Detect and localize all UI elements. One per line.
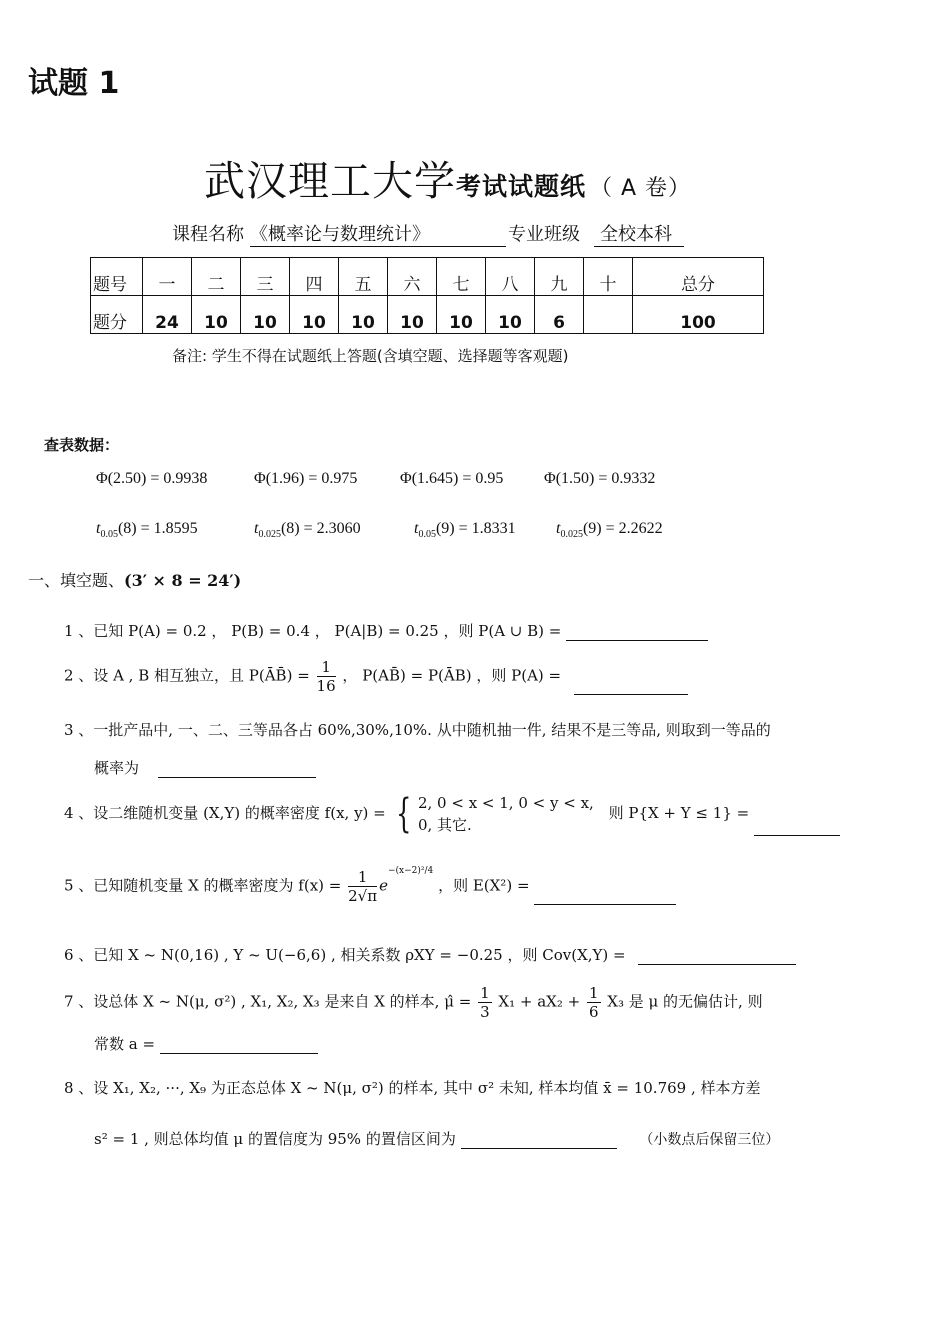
question-8-note: （小数点后保留三位） [639,1132,780,1148]
question-8-line-2-text: s² = 1 , 则总体均值 μ 的置信度为 95% 的置信区间为 [94,1130,456,1148]
exam-label: 试题 1 [28,66,120,101]
score-cell [584,296,633,334]
score-table-score-row [91,296,764,334]
fraction [348,868,377,905]
col-header: 九 [535,258,584,296]
question-7-mid: X₁ + aX₂ + [498,992,581,1011]
course-name-value [250,220,506,247]
score-cell: 10 [486,296,535,334]
question-2-prefix: 2 、设 A , B 相互独立，且 P(ĀB̄) = [64,666,310,685]
lookup-heading: 查表数据： [44,436,120,454]
question-7-suffix: X₃ 是 μ 的无偏估计, 则 [607,992,763,1011]
brace-symbol: { [395,791,411,837]
col-header: 六 [388,258,437,296]
question-6 [64,944,796,965]
question-1-text: 1 、已知 P(A) = 0.2 ， P(B) = 0.4 ， P(A|B) = 0.25 ，则 P(A ∪ B) = [64,622,562,640]
exponent: −(x−2)²/4 [388,865,434,876]
answer-blank [574,680,688,695]
score-cell: 10 [437,296,486,334]
denominator: 6 [588,1003,599,1021]
case-2: 0, 其它. [417,816,472,834]
score-cell: 10 [192,296,241,334]
fraction [587,984,601,1021]
col-header: 八 [486,258,535,296]
section-title [28,568,241,591]
numerator: 1 [588,984,599,1002]
score-cell-total: 100 [633,296,764,334]
score-cell: 6 [535,296,584,334]
score-cell: 24 [143,296,192,334]
t-value: $t_{0.025}(8) = 2.3060$ [254,520,361,541]
question-1 [64,620,708,641]
fraction [478,984,492,1021]
score-cell: 10 [290,296,339,334]
score-cell: 10 [241,296,290,334]
answer-blank [638,950,796,965]
numerator: 1 [480,984,490,1002]
question-4 [64,792,840,836]
score-table [90,257,764,334]
question-3-line-1: 3 、一批产品中, 一、二、三等品各占 60%,30%,10%. 从中随机抽一件, 结果不是三等品, 则取到一等品的 [64,721,771,739]
section-points: (3′ × 8 = 24′) [124,571,242,590]
question-5: 5 、已知随机变量 X 的概率密度为 f(x) = $\frac{1}{2√\pi}$ $e^{-(x-2)^2/4}$ ，则 E(X²) = [64,868,676,905]
denominator: 16 [316,677,336,695]
question-2 [64,658,688,695]
numerator: 1 [348,868,377,887]
col-header: 十 [584,258,633,296]
score-cell: 10 [339,296,388,334]
question-8-line-1: 8 、设 X₁, X₂, ···, X₉ 为正态总体 X ~ N(μ, σ²) 的样本, 其中 σ² 未知, 样本均值 x̄ = 10.769 , 样本方差 [64,1079,761,1097]
row-label-score: 题分 [91,296,143,334]
score-table-header-row [91,258,764,296]
t-sub: 0.025 [258,529,281,541]
phi-value: Φ(1.645) = 0.95 [400,470,504,487]
t-value: $t_{0.05}(8) = 1.8595$ [96,520,198,541]
section-title-text: 一、填空题、 [28,571,125,590]
t-rest: (8) = 2.3060 [280,520,361,537]
question-3-line-2-text: 概率为 [94,759,140,777]
t-value: $t_{0.025}(9) = 2.2622$ [556,520,663,541]
question-4-suffix: 则 P{X + Y ≤ 1} = [608,804,750,822]
denominator: 2√π [348,887,378,905]
col-header: 二 [192,258,241,296]
question-5-suffix: ，则 E(X²) = [438,876,530,895]
question-8-line-2 [94,1128,779,1149]
answer-blank [461,1134,617,1149]
answer-blank [534,890,676,905]
class-value [594,220,684,247]
course-name-label: 课程名称 [172,224,244,245]
paper-label: 考试试题纸 [456,172,587,201]
answer-blank [158,763,316,778]
fraction [317,658,336,695]
course-name-text: 《概率论与数理统计》 [250,220,506,247]
case-1: 2, 0 < x < 1, 0 < y < x, [417,794,594,812]
phi-value: Φ(1.50) = 0.9332 [544,470,656,487]
paper-type: （ A 卷） [590,176,692,201]
t-value: $t_{0.05}(9) = 1.8331$ [414,520,516,541]
phi-value: Φ(2.50) = 0.9938 [96,470,208,487]
phi-value: Φ(1.96) = 0.975 [254,470,358,487]
question-5-prefix: 5 、已知随机变量 X 的概率密度为 f(x) = [64,876,342,895]
col-header: 七 [437,258,486,296]
question-7-prefix: 7 、设总体 X ~ N(μ, σ²) , X₁, X₂, X₃ 是来自 X 的样本, μ̂ = [64,992,472,1011]
col-header-total: 总分 [633,258,764,296]
score-cell: 10 [388,296,437,334]
paper-header [204,148,691,207]
t-rest: (9) = 2.2622 [582,520,663,537]
t-rest: (9) = 1.8331 [435,520,516,537]
col-header: 五 [339,258,388,296]
row-label-number: 题号 [91,258,143,296]
note: 备注: 学生不得在试题纸上答题(含填空题、选择题等客观题) [172,347,569,365]
question-2-suffix: ， P(AB̄) = P(ĀB) ，则 P(A) = [342,666,562,685]
t-sub: 0.05 [418,529,436,541]
class-label: 专业班级 [508,224,580,245]
answer-blank [754,821,840,836]
t-sub: 0.05 [100,529,118,541]
question-6-text: 6 、已知 X ~ N(0,16) , Y ~ U(−6,6) , 相关系数 ρXY = −0.25 ，则 Cov(X,Y) = [64,946,626,964]
denominator: 3 [480,1003,490,1021]
question-7 [64,984,763,1021]
piecewise-cases [418,792,594,836]
col-header: 三 [241,258,290,296]
question-4-prefix: 4 、设二维随机变量 (X,Y) 的概率密度 f(x, y) = [64,804,386,822]
question-7-line-2-text: 常数 a = [94,1035,156,1053]
class-value-text: 全校本科 [594,220,684,247]
question-7-line-2 [94,1033,318,1054]
t-sub: 0.025 [560,529,583,541]
col-header: 四 [290,258,339,296]
answer-blank [566,626,708,641]
t-rest: (8) = 1.8595 [117,520,198,537]
col-header: 一 [143,258,192,296]
answer-blank [160,1039,318,1054]
numerator: 1 [317,658,336,677]
university-name: 武汉理工大学 [204,157,456,205]
question-3-line-2 [94,757,316,778]
